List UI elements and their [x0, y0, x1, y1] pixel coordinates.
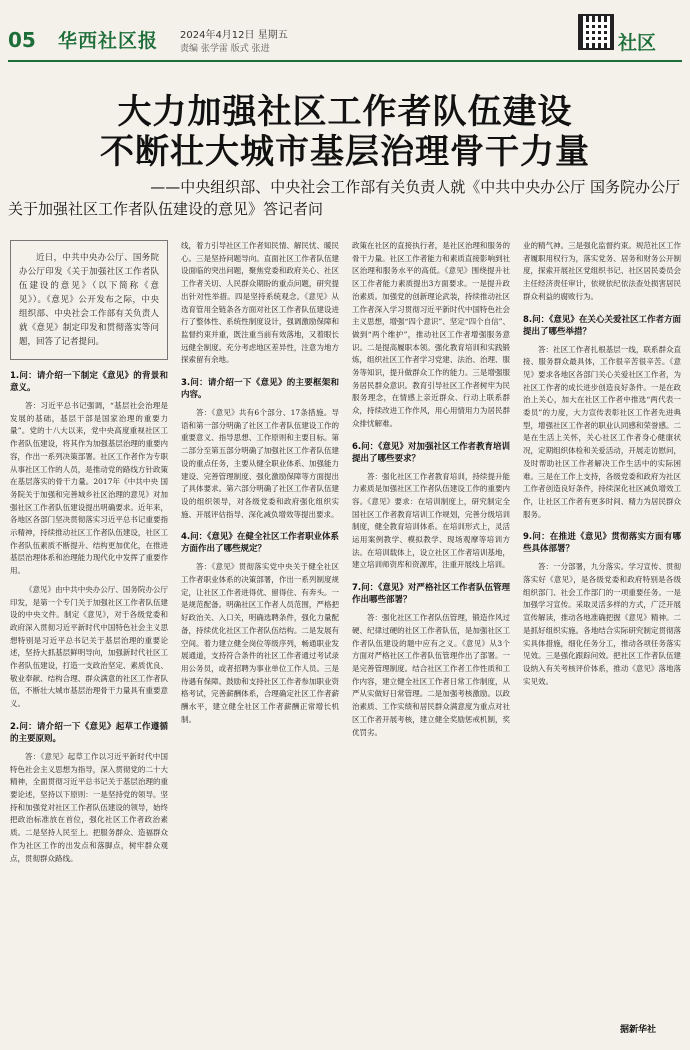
qr-code-icon [578, 14, 614, 50]
page-header [0, 0, 690, 62]
question-heading: 9.问：在推进《意见》贯彻落实方面有哪些具体部署？ [523, 532, 681, 555]
article-column-4 [523, 240, 681, 1040]
question-heading: 6.问：《意见》对加强社区工作者教育培训提出了哪些要求？ [352, 441, 510, 464]
subtitle-line-1: ——中央组织部、中央社会工作部有关负责人就《中共中央办公厅 国务院办公厅 [150, 178, 680, 196]
newspaper-brand: 华西社区报 [58, 30, 159, 52]
answer-paragraph: 答：《意见》起草工作以习近平新时代中国特色社会主义思想为指导，深入贯彻党的二十大精神，全面贯彻习近平总书记关于基层治理的重要论述，坚持以下原则：一是坚持党的领导。坚持和加强党对社区工作者队伍建设的领导，始终把政治标准放在首位，强化社区工作者政治素质。二是坚持人民至上。把服务群众、造福群众作为社区工作的出发点和落脚点，树牢群众观点，贯彻群众路线。 [10, 751, 168, 863]
answer-paragraph: 答：一分部署，九分落实。学习宣传、贯彻落实好《意见》，是各级党委和政府特别是各级组织部门、社会工作部门的一项重要任务。一是加强学习宣传。采取灵活多样的方式，广泛开展宣传解读，推动各地准确把握《意见》精神。二是抓好组织实施。各地结合实际研究制定贯彻落实具体措施，细化任务分工，推动各项任务落实见效。三是强化跟踪问效。把社区工作者队伍建设纳入有关考核评价体系，推动《意见》落地落实见效。 [523, 562, 681, 686]
page-number: 05 [8, 28, 36, 52]
article-column-1 [10, 240, 168, 1040]
question-heading: 3.问：请介绍一下《意见》的主要框架和内容。 [181, 378, 339, 401]
answer-paragraph: 答：社区工作者扎根基层一线，联系群众直接、服务群众最具体，工作很辛苦很辛苦。《意见》要求各地区各部门关心关爱社区工作者，为社区工作者的成长进步创造良好条件。一是在政治上关心，加大在社区工作者中推选“两代表一委员”的力度，大力宣传表彰社区工作者先进典型，增强社区工作者的职业认同感和荣誉感。二是在生活上关怀，关心社区工作者身心健康状况，定期组织体检和关爱活动，开展走访慰问，及时帮助社区工作者解决工作生活中的实际困难。三是在工作上支持，各级党委和政府为社区工作者创造良好条件，持续深化社区减负增效工作，让社区工作者有更多时间、精力为居民群众服务。 [523, 344, 681, 519]
question-heading: 2.问：请介绍一下《意见》起草工作遵循的主要原则。 [10, 721, 168, 744]
answer-paragraph: 业的精气神。三是强化监督约束。规范社区工作者履职用权行为，落实党务、居务和财务公开制度，探索开展社区党组织书记、社区居民委员会主任经济责任审计，依规依纪依法查处损害居民群众利益的腐败行为。 [523, 241, 681, 301]
answer-paragraph: 答：习近平总书记强调，“基层社会治理是发展的基础，基层干部是国家治理的重要力量”。党的十八大以来，党中央高度重视社区工作者队伍建设，将其作为加强基层治理的重要内容，作出一系列决策部署。社区工作者作为专职从事社区工作的人员，是推动党的路线方针政策在基层落实的骨干力量。2017年《中共中央 国务院关于加强和完善城乡社区治理的意见》对加强社区工作者队伍建设提出明确要求。近年来，各地区各部门坚决贯彻落实习近平总书记重要指示精神，持续推动社区工作者队伍建设，社区工作者队伍素质不断提升、结构更加优化，在推进基层治理体系和治理能力现代化中发挥了重要作用。 [10, 401, 168, 576]
headline-line-1: 大力加强社区工作者队伍建设 [117, 92, 573, 132]
intro-text: 近日，中共中央办公厅、国务院办公厅印发《关于加强社区工作者队伍建设的意见》（以下简称《意见》）。《意见》公开发布之际，中央组织部、中央社会工作部有关负责人就《意见》制定印发和贯彻落实等问题，回答了记者提问。 [19, 253, 159, 347]
source-byline: 据新华社 [620, 1025, 657, 1035]
article-column-3 [352, 240, 510, 1040]
subtitle-line-2: 关于加强社区工作者队伍建设的意见》答记者问 [8, 200, 324, 218]
answer-paragraph: 答：《意见》贯彻落实党中央关于健全社区工作者职业体系的决策部署，作出一系列制度规定，让社区工作者进得优、留得住、有奔头。一是规范配备。明确社区工作者人员范围，严格把好政治关、入口关，明确选聘条件，强化力量配备，持续优化社区工作者队伍结构。二是发展有空间。着力建立健全岗位等级序列，畅通职业发展通道，支持符合条件的社区工作者通过考试录用公务员，或者招聘为事业单位工作人员。三是待遇有保障。鼓励和支持社区工作者参加职业资格考试，完善薪酬体系，合理确定社区工作者薪酬水平，建立健全社区工作者薪酬正常增长机制。 [181, 562, 339, 724]
answer-paragraph: 答：强化社区工作者教育培训，持续提升能力素质是加强社区工作者队伍建设工作的重要内容。《意见》要求：在培训制度上，研究制定全国社区工作者教育培训工作规划，完善分级培训制度，健全教育培训体系。在培训形式上，灵活运用案例教学、模拟教学、现场观摩等培训方法。在培训载体上，设立社区工作者培训基地，建立培训师资库和资源库，注重开展线上培训。 [352, 471, 510, 570]
header-divider [8, 60, 682, 62]
answer-paragraph: 线，着力引导社区工作者知民情、解民忧、暖民心。三是坚持问题导向。直面社区工作者队伍建设面临的突出问题，聚焦党委和政府关心、社区工作者关切、人民群众期盼的重点问题，研究提出针对性举措。四是坚持系统观念。《意见》从选育管用全链条各方面对社区工作者队伍建设进行了整体性、系统性制度设计，强调激励保障和监督约束并重，既注重当前有效落地，又着眼长远健全制度。充分考虑地区差异性，注意为地方探索留有余地。 [181, 241, 339, 365]
question-heading: 4.问：《意见》在健全社区工作者职业体系方面作出了哪些规定？ [181, 532, 339, 555]
question-heading: 1.问：请介绍一下制定《意见》的背景和意义。 [10, 371, 168, 393]
section-name: 社区 [618, 32, 657, 54]
answer-paragraph: 答：强化社区工作者队伍管理，锻造作风过硬、纪律过硬的社区工作者队伍，是加强社区工作者队伍建设的题中应有之义。《意见》从3个方面对严格社区工作者队伍管理作出了部署。一是完善管理制度。结合社区工作者工作性质和工作内容，建立健全社区工作者日常工作制度，从严从实做好日常管理。二是加强考核激励。以政治素质、工作实绩和居民群众满意度为重点对社区工作者开展考核，建立健全奖励惩戒机制，奖优罚劣。 [352, 613, 510, 737]
intro-box [10, 240, 168, 360]
answer-paragraph: 答：《意见》共有6个部分、17条措施。导语和第一部分明确了社区工作者队伍建设工作的重要意义、指导思想、工作原则和主要目标。第二部分至第五部分明确了加强社区工作者队伍建设的重点任务，主要从健全职业体系、加强能力建设、完善管理制度、强化激励保障等方面提出了具体要求。第六部分明确了社区工作者队伍建设的组织领导，对各级党委和政府强化组织实施、开展评估指导、深化减负增效等提出要求。 [181, 408, 339, 519]
headline-line-2: 不断壮大城市基层治理骨干力量 [100, 132, 590, 172]
answer-paragraph: 《意见》由中共中央办公厅、国务院办公厅印发，是第一个专门关于加强社区工作者队伍建设的中央文件。制定《意见》，对于各级党委和政府深入贯彻习近平新时代中国特色社会主义思想特别是习近平总书记关于基层治理的重要论述，坚持大抓基层鲜明导向，加强新时代社区工作者队伍建设，打造一支政治坚定、素质优良、敬业奉献、结构合理、群众满意的社区工作者队伍，不断壮大城市基层治理骨干力量具有重要意义。 [10, 584, 168, 709]
question-heading: 8.问：《意见》在关心关爱社区工作者方面提出了哪些举措？ [523, 314, 681, 337]
answer-paragraph: 政策在社区的直接执行者，是社区治理和服务的骨干力量。社区工作者能力和素质直接影响到社区治理和服务水平的高低。《意见》围绕提升社区工作者能力素质提出3方面要求。一是提升政治素质。加强党的创新理论武装，持续推动社区工作者深入学习贯彻习近平新时代中国特色社会主义思想，增强“四个意识”、坚定“四个自信”、做到“两个维护”，推动社区工作者增强服务意识。二是提高履职本领。强化教育培训和实践锻炼，组织社区工作者学习党建、法治、治理、服务等知识，提升做群众工作的能力。三是增强服务居民群众意识。教育引导社区工作者树牢为民服务理念，在情感上亲近群众、行动上联系群众，持续改进工作作风，用心用情用力为居民群众排忧解难。 [352, 241, 510, 428]
editor-credits: 责编 张学雷 版式 张进 [180, 44, 270, 54]
question-heading: 7.问：《意见》对严格社区工作者队伍管理作出哪些部署？ [352, 583, 510, 606]
issue-date: 2024年4月12日 星期五 [180, 30, 288, 41]
article-column-2 [181, 240, 339, 1040]
